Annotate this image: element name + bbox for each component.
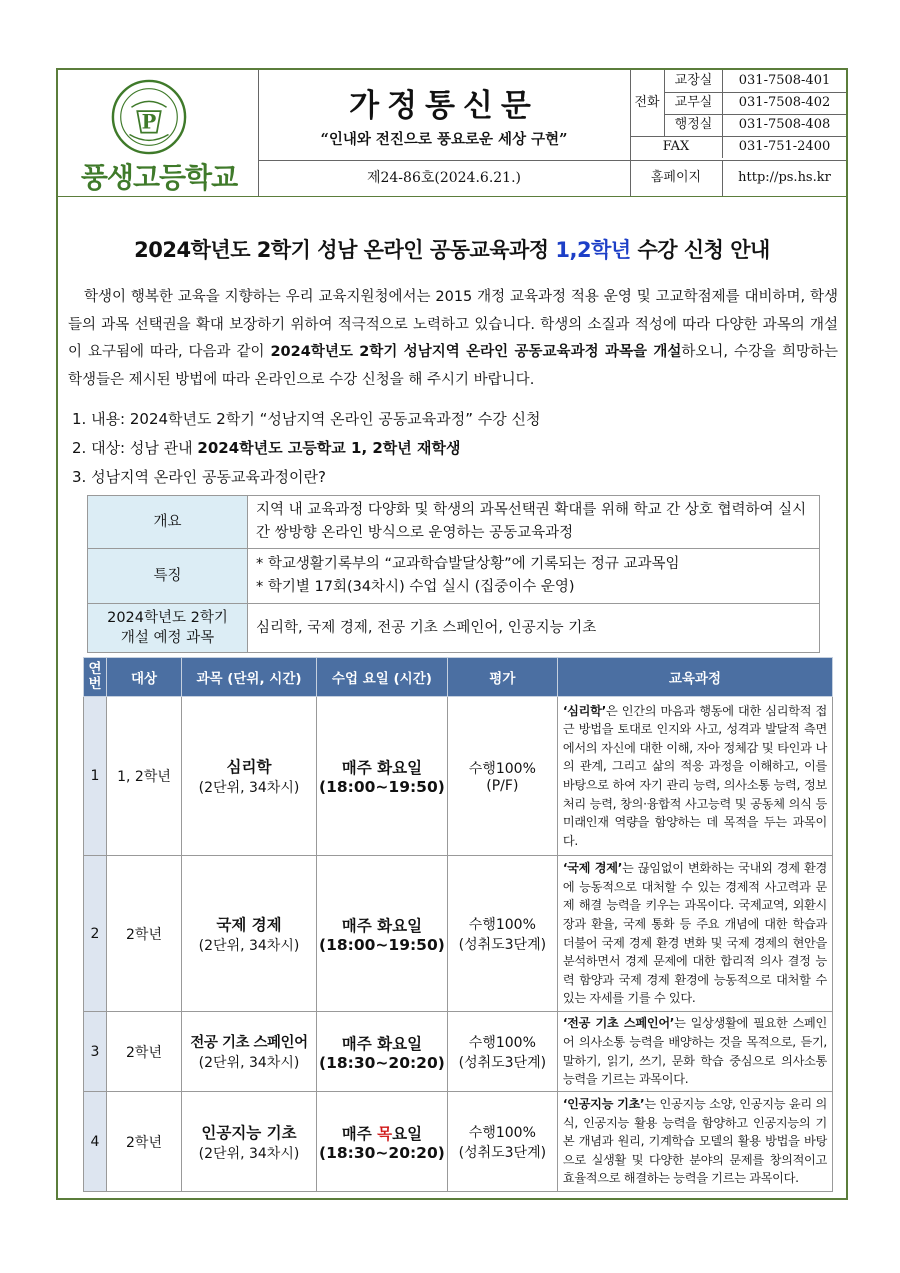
- course-target: 1, 2학년: [107, 697, 182, 856]
- table-row: [84, 697, 833, 856]
- course-credit: (2단위, 34차시): [198, 780, 300, 796]
- course-desc: ‘국제 경제’는 끊임없이 변화하는 국내외 경제 환경에 능동적으로 대처할 수 있는 경제적 사고력과 문제 해결 능력을 키우는 과목이다. 국제교역, 외환시장과 환율, 국제 통화 등 주요 개념에 대한 학습과 더불어 국제 경제 환경 변화 및 국제 경제의 현안을 분석하면서 경제 문제에 대한 합리적 의사 결정 능력 함양과 국제 경제 환경에 능동적으로 대처할 수 있는 자세를 기를 수 있다.: [557, 856, 832, 1012]
- overview-value: 지역 내 교육과정 다양화 및 학생의 과목선택권 확대를 위해 학교 간 상호 협력하여 실시간 쌍방향 온라인 방식으로 운영하는 공동교육과정: [248, 496, 820, 549]
- col-header-schedule: 수업 요일 (시간): [317, 658, 448, 697]
- course-no: 1: [84, 697, 107, 856]
- phone-dept: 행정실: [664, 114, 722, 136]
- newsletter-page: [56, 68, 848, 1200]
- col-header-no: 연 번: [84, 658, 107, 697]
- school-slogan: “인내와 전진으로 풍요로운 세상 구현”: [320, 131, 568, 148]
- newsletter-title: 가정통신문: [349, 88, 539, 124]
- course-target: 2학년: [107, 856, 182, 1012]
- overview-value: * 학교생활기록부의 “교과학습발달상황”에 기록되는 정규 교과목임 * 학기별 17회(34차시) 수업 실시 (집중이수 운영): [248, 549, 820, 604]
- course-eval: 수행100% (성취도3단계): [447, 856, 557, 1012]
- table-row: [84, 1092, 833, 1192]
- course-subject: [182, 1012, 317, 1092]
- course-name: 국제 경제: [216, 915, 282, 934]
- col-header-desc: 교육과정: [557, 658, 832, 697]
- table-row: [88, 604, 820, 653]
- homepage-link[interactable]: http://ps.hs.kr: [722, 160, 846, 196]
- course-credit: (2단위, 34차시): [198, 937, 300, 954]
- fax-label: FAX: [662, 139, 690, 154]
- course-subject: [182, 856, 317, 1012]
- course-desc: ‘심리학’은 인간의 마음과 행동에 대한 심리학적 접근 방법을 토대로 인지와 사고, 성격과 발달적 측면에서의 자신에 대한 이해, 자아 정체감 및 타인과 나의 관계, 그리고 삶의 적응 과정을 이해하고, 이를 바탕으로 하여 자기 관리 능력, 의사소통 능력, 정보 처리 능력, 창의·융합적 사고능력 및 공동체 의식 등 미래인재 역량을 함양하는 데 목적을 두는 과목이다.: [557, 697, 832, 856]
- phone-number: 031-7508-401: [722, 70, 846, 92]
- document-title: 2024학년도 2학기 성남 온라인 공동교육과정 1,2학년 수강 신청 안내: [134, 238, 770, 262]
- course-no: 3: [84, 1012, 107, 1092]
- overview-key: 특징: [88, 549, 248, 604]
- svg-text:P: P: [141, 110, 157, 134]
- list-item-target: 2. 대상: 성남 관내 2024학년도 고등학교 1, 2학년 재학생: [72, 439, 461, 457]
- course-subject: [182, 697, 317, 856]
- overview-table: [87, 495, 820, 653]
- course-eval: 수행100% (성취도3단계): [447, 1092, 557, 1192]
- newsletter-header: [58, 70, 846, 197]
- course-target: 2학년: [107, 1092, 182, 1192]
- course-no: 4: [84, 1092, 107, 1192]
- course-subject: [182, 1092, 317, 1192]
- phone-dept: 교장실: [664, 70, 722, 92]
- course-credit: (2단위, 34차시): [198, 1055, 300, 1071]
- overview-value: 심리학, 국제 경제, 전공 기초 스페인어, 인공지능 기초: [248, 604, 820, 653]
- newsletter-title-box: [258, 70, 630, 161]
- table-header-row: [84, 658, 833, 697]
- course-target: 2학년: [107, 1012, 182, 1092]
- course-name: 전공 기초 스페인어: [190, 1035, 308, 1051]
- course-eval: 수행100% (P/F): [447, 697, 557, 856]
- table-row: [84, 856, 833, 1012]
- course-no: 2: [84, 856, 107, 1012]
- homepage-label: 홈페이지: [650, 170, 702, 185]
- table-row: [88, 496, 820, 549]
- issue-number: 제24-86호(2024.6.21.): [366, 170, 522, 186]
- list-item-definition: 3. 성남지역 온라인 공동교육과정이란?: [72, 468, 326, 486]
- course-schedule: 매주 화요일 (18:30~20:20): [317, 1012, 448, 1092]
- phone-dept: 교무실: [664, 92, 722, 114]
- phone-number: 031-7508-408: [722, 114, 846, 136]
- list-item-content: 1. 내용: 2024학년도 2학기 “성남지역 온라인 공동교육과정” 수강 신청: [72, 410, 541, 428]
- contact-table: [630, 70, 846, 196]
- course-schedule: 매주 화요일 (18:00~19:50): [317, 856, 448, 1012]
- course-schedule: 매주 화요일 (18:00~19:50): [317, 697, 448, 856]
- fax-number: 031-751-2400: [722, 136, 846, 158]
- course-eval: 수행100% (성취도3단계): [447, 1012, 557, 1092]
- phone-number: 031-7508-402: [722, 92, 846, 114]
- overview-key: 2024학년도 2학기 개설 예정 과목: [88, 604, 248, 653]
- intro-paragraph: 학생이 행복한 교육을 지향하는 우리 교육지원청에서는 2015 개정 교육과정 적용 운영 및 고교학점제를 대비하며, 학생들의 과목 선택권을 확대 보장하기 위하여 적극적으로 노력하고 있습니다. 학생의 소질과 적성에 따라 다양한 과목의 개설이 요구됨에 따라, 다음과 같이 2024학년도 2학기 성남지역 온라인 공동교육과정 과목을 개설하오니, 수강을 희망하는 학생들은 제시된 방법에 따라 온라인으로 수강 신청을 해 주시기 바랍니다.: [68, 289, 838, 388]
- col-header-target: 대상: [107, 658, 182, 697]
- table-row: [88, 549, 820, 604]
- col-header-subject: 과목 (단위, 시간): [182, 658, 317, 697]
- course-desc: ‘인공지능 기초’는 인공지능 소양, 인공지능 윤리 의식, 인공지능 활용 능력을 함양하고 인공지능의 기본 개념과 원리, 기계학습 모델의 활용 방법을 바탕으로 실생활 및 다양한 분야의 문제를 창의적이고 효율적으로 해결하는 능력을 기르는 과목이다.: [557, 1092, 832, 1192]
- title-highlight: 1,2학년: [555, 238, 631, 262]
- course-name: 심리학: [226, 758, 272, 776]
- col-header-eval: 평가: [447, 658, 557, 697]
- school-emblem-icon: [110, 78, 188, 156]
- course-credit: (2단위, 34차시): [198, 1145, 300, 1162]
- phone-label: 전화: [634, 95, 660, 110]
- course-schedule: 매주 목요일 (18:30~20:20): [317, 1092, 448, 1192]
- course-name: 인공지능 기초: [201, 1123, 297, 1142]
- school-logo: [58, 70, 258, 196]
- school-name: 풍생고등학교: [80, 161, 238, 194]
- day-highlight: 목: [377, 1124, 393, 1143]
- course-desc: ‘전공 기초 스페인어’는 일상생활에 필요한 스페인어 의사소통 능력을 배양하는 것을 목적으로, 듣기, 말하기, 읽기, 쓰기, 문화 학습 중심으로 의사소통 능력을 기르는 과목이다.: [557, 1012, 832, 1092]
- course-table: [83, 657, 833, 1192]
- intro-bold: 2024학년도 2학기 성남지역 온라인 공동교육과정 과목을 개설: [270, 344, 682, 360]
- table-row: [84, 1012, 833, 1092]
- overview-key: 개요: [88, 496, 248, 549]
